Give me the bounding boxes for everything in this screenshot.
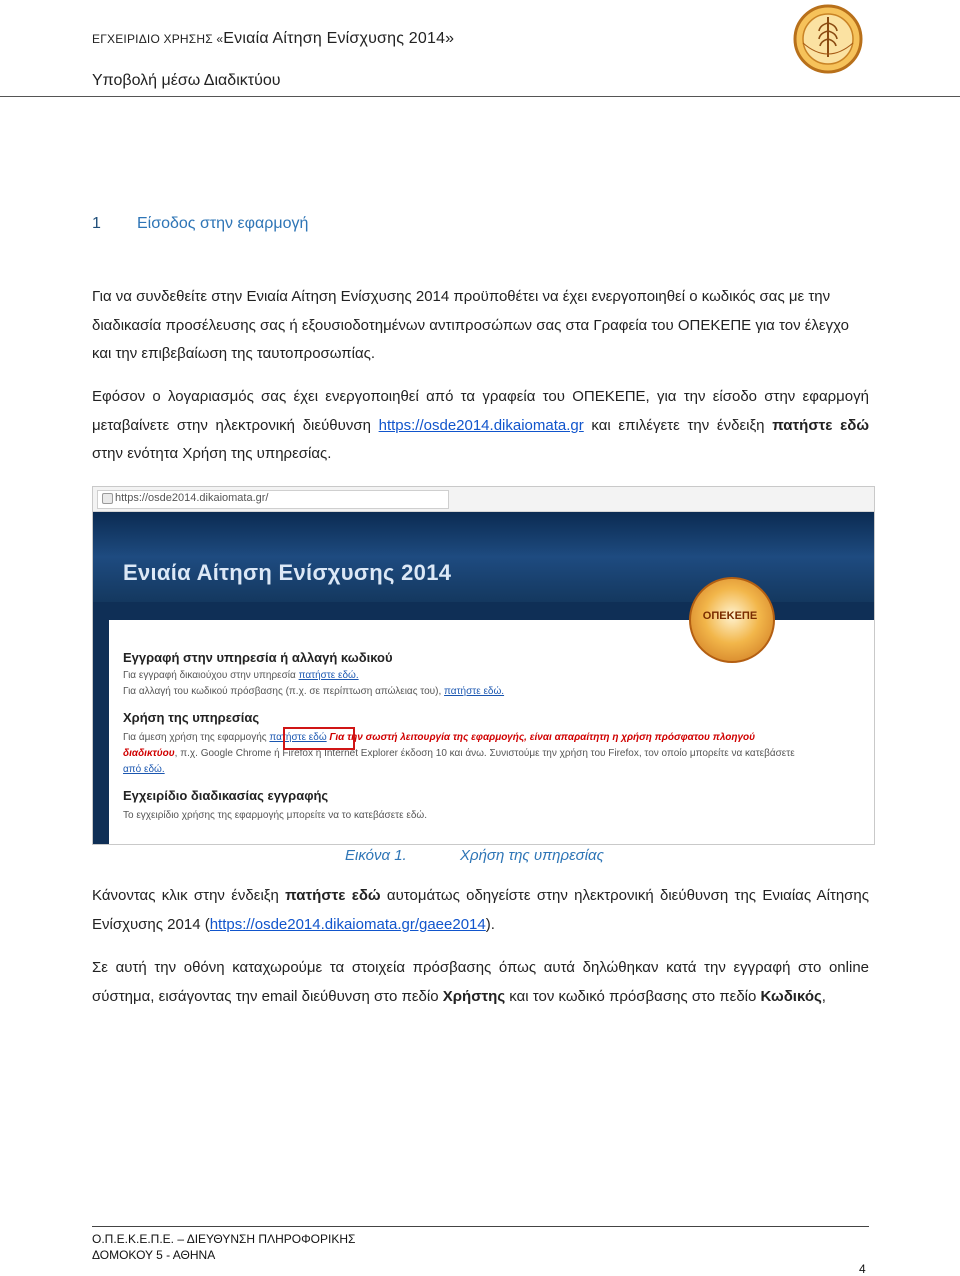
password-line [123, 686, 504, 697]
paragraph-text: ). [485, 915, 495, 933]
manual-subtitle: Υποβολή μέσω Διαδικτύου [92, 72, 281, 89]
address-text: https://osde2014.dikaiomata.gr/ [115, 492, 269, 504]
registration-line [123, 670, 359, 681]
paragraph-text: και επιλέγετε την ένδειξη [583, 416, 773, 434]
bold-text: πατήστε εδώ [772, 416, 869, 434]
manual-heading: Εγχειρίδιο διαδικασίας εγγραφής [123, 788, 329, 803]
paragraph-text: αυτομάτως οδηγείστε στην ηλεκτρονική διεύθυνση της Ενιαίας Αίτησης Ενίσχυσης 2014 ( [92, 887, 869, 933]
usage-line [123, 732, 863, 743]
paragraph-text: και τον κωδικό πρόσβασης στο πεδίο [505, 987, 761, 1005]
site-content [109, 620, 874, 844]
bold-text: Χρήστης [442, 987, 506, 1005]
highlight-box [283, 727, 355, 750]
registration-heading: Εγγραφή στην υπηρεσία ή αλλαγή κωδικού [123, 650, 393, 665]
usage-heading: Χρήση της υπηρεσίας [123, 710, 260, 725]
line-text: Για αλλαγή του κωδικού πρόσβασης (π.χ. σε περίπτωση απώλειας του), [123, 686, 445, 697]
login-paragraph [92, 954, 869, 1011]
browser-address-bar [93, 487, 874, 512]
paragraph-text: , [821, 987, 826, 1005]
paragraph-text: Εφόσον ο λογαριασμός σας έχει ενεργοποιηθεί από τα γραφεία του ΟΠΕΚΕΠΕ, για την είσοδο στην εφαρμογή μεταβαίνετε στην ηλεκτρονική διεύθυνση [92, 388, 869, 434]
site-banner-title: Ενιαία Αίτηση Ενίσχυσης 2014 [123, 560, 452, 585]
intro-paragraph: Για να συνδεθείτε στην Ενιαία Αίτηση Ενίσχυσης 2014 προϋποθέτει να έχει ενεργοποιηθεί ο κωδικός σας με την διαδικασία προσέλευσης σας ή εξουσιοδοτημένων αντιπροσώπων σας στα Γραφεία του ΟΠΕΚΕΠΕ για τον έλεγχο και την επιβεβαίωση της ταυτοπροσωπίας. [92, 288, 849, 362]
footer-divider [92, 1226, 869, 1227]
figure-screenshot [92, 486, 875, 845]
manual-header [92, 30, 454, 48]
manual-line: Το εγχειρίδιο χρήσης της εφαρμογής μπορείτε να το κατεβάσετε εδώ. [123, 810, 427, 821]
browser-line [123, 748, 863, 759]
change-password-link: πατήστε εδώ. [444, 686, 505, 697]
page-number: 4 [859, 1262, 866, 1276]
gaee-link[interactable]: https://osde2014.dikaiomata.gr/gaee2014 [209, 915, 486, 933]
footer-organization: Ο.Π.Ε.Κ.Ε.Π.Ε. – ΔΙΕΥΘΥΝΣΗ ΠΛΗΡΟΦΟΡΙΚΗΣ [92, 1232, 356, 1246]
register-link: πατήστε εδώ. [298, 670, 359, 681]
bold-text: Κωδικός [760, 987, 822, 1005]
manual-prefix: ΕΓΧΕΙΡΙΔΙΟ ΧΡΗΣΗΣ « [92, 32, 224, 46]
section-title: Είσοδος στην εφαρμογή [137, 215, 309, 232]
redirect-paragraph [92, 882, 869, 939]
figure-caption-text: Χρήση της υπηρεσίας [460, 847, 604, 864]
use-service-link: πατήστε εδώ [269, 732, 327, 743]
download-line [123, 764, 165, 775]
line-text: Για άμεση χρήση της εφαρμογής [123, 732, 270, 743]
paragraph-text: στην ενότητα Χρήση της υπηρεσίας. [92, 445, 332, 462]
header-divider [0, 96, 960, 97]
section-number: 1 [92, 215, 101, 232]
warning-text: διαδικτύου [123, 748, 175, 759]
page-icon [102, 493, 113, 504]
paragraph-text: Σε αυτή την οθόνη καταχωρούμε τα στοιχεία πρόσβασης όπως αυτά δηλώθηκαν κατά την εγγραφή στο online σύστημα, εισάγοντας την email διεύθυνση στο πεδίο [92, 959, 869, 1005]
footer-address: ΔΟΜΟΚΟΥ 5 - ΑΘΗΝΑ [92, 1248, 216, 1262]
bold-text: πατήστε εδώ [285, 887, 381, 904]
opekepe-logo [793, 3, 863, 75]
site-seal-text: ΟΠΕΚΕΠΕ [702, 610, 758, 622]
line-text: Για εγγραφή δικαιούχου στην υπηρεσία [123, 670, 299, 681]
figure-caption-label: Εικόνα 1. [345, 847, 407, 864]
osde-link[interactable]: https://osde2014.dikaiomata.gr [378, 416, 584, 434]
manual-title: Ενιαία Αίτηση Ενίσχυσης 2014» [223, 30, 455, 47]
line-text: , π.χ. Google Chrome ή Firefox ή Internet Explorer έκδοση 10 και άνω. Συνιστούμε την χρήση του Firefox, τον οποίο μπορείτε να κατεβάσετε [174, 748, 795, 759]
download-firefox-link: από εδώ. [123, 764, 165, 775]
paragraph-text: Κάνοντας κλικ στην ένδειξη [92, 887, 286, 904]
warning-text: Για την σωστή λειτουργία της εφαρμογής, είναι απαραίτητη η χρήση πρόσφατου πλοηγού [326, 732, 756, 743]
instructions-paragraph [92, 383, 869, 469]
